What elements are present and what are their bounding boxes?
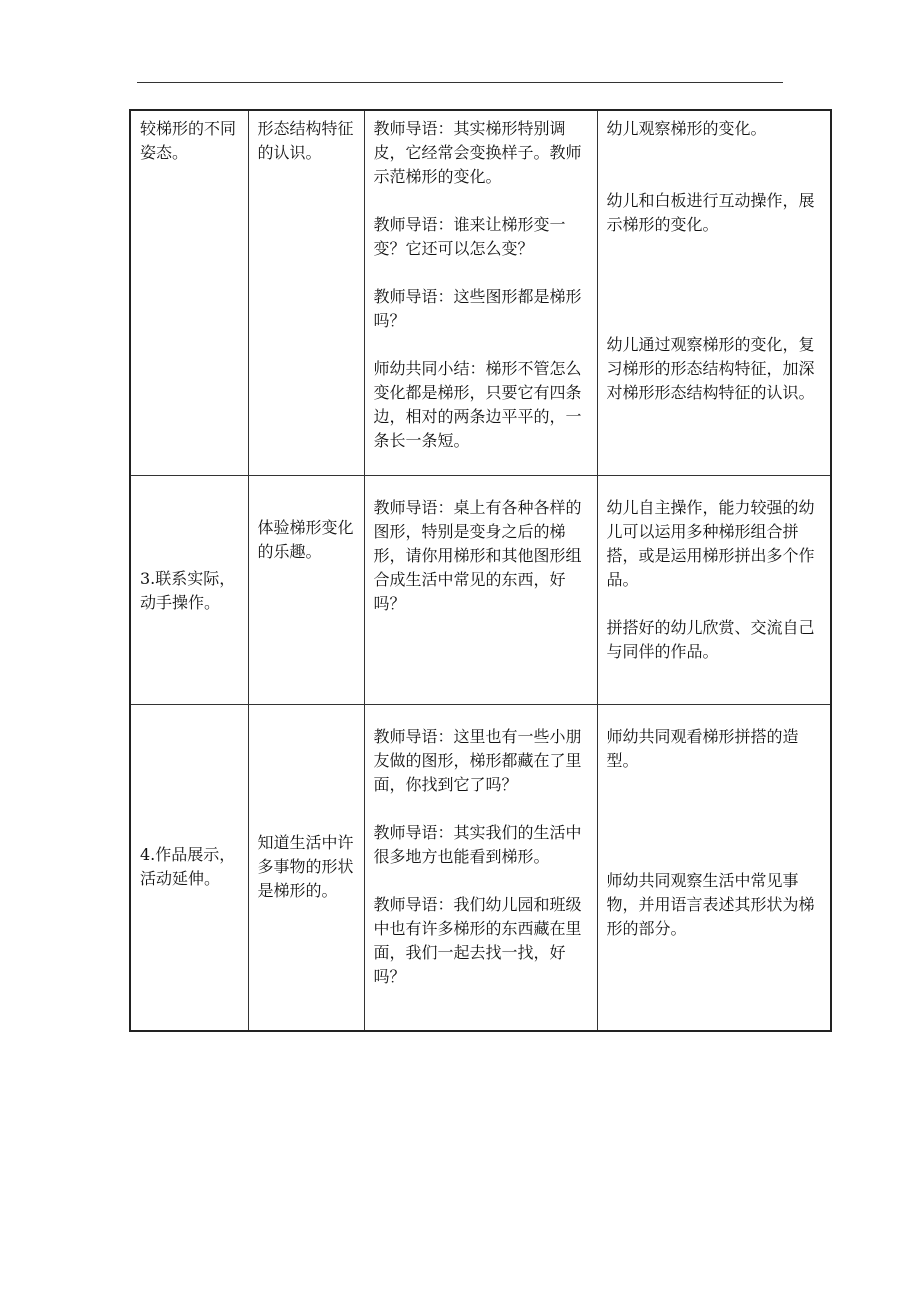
goal-cell <box>248 705 364 1032</box>
child-cell <box>597 110 831 476</box>
header-rule <box>137 82 783 83</box>
step-cell <box>130 110 248 476</box>
teacher-paragraph: 教师导语：这里也有一些小朋友做的图形，梯形都藏在了里面，你找到它了吗？ <box>373 727 582 794</box>
child-paragraph: 幼儿自主操作，能力较强的幼儿可以运用多种梯形组合拼搭，或是运用梯形拼出多个作品。 <box>606 498 815 589</box>
goal-cell <box>248 476 364 705</box>
lesson-plan-table <box>129 109 832 1032</box>
goal-text: 体验梯形变化的乐趣。 <box>257 518 354 561</box>
table-row <box>130 476 831 705</box>
step-text: 较梯形的不同姿态。 <box>140 119 237 162</box>
child-paragraph: 幼儿通过观察梯形的变化，复习梯形的形态结构特征，加深对梯形形态结构特征的认识。 <box>606 335 815 402</box>
goal-text: 知道生活中许多事物的形状是梯形的。 <box>257 832 354 900</box>
goal-cell <box>248 110 364 476</box>
teacher-paragraph: 教师导语：桌上有各种各样的图形，特别是变身之后的梯形，请你用梯形和其他图形组合成生活中常见的东西，好吗？ <box>373 498 582 613</box>
teacher-paragraph: 教师导语：其实我们的生活中很多地方也能看到梯形。 <box>373 823 582 866</box>
teacher-paragraph: 教师导语：谁来让梯形变一变？它还可以怎么变？ <box>373 215 566 258</box>
teacher-paragraph: 教师导语：这些图形都是梯形吗？ <box>373 287 582 330</box>
teacher-cell <box>364 110 597 476</box>
table-row <box>130 705 831 1032</box>
child-paragraph: 幼儿和白板进行互动操作，展示梯形的变化。 <box>606 191 815 234</box>
child-paragraph: 师幼共同观察生活中常见事物，并用语言表述其形状为梯形的部分。 <box>606 871 815 938</box>
child-cell <box>597 476 831 705</box>
table-row <box>130 110 831 476</box>
child-paragraph: 师幼共同观看梯形拼搭的造型。 <box>606 727 799 770</box>
teacher-paragraph: 师幼共同小结：梯形不管怎么变化都是梯形，只要它有四条边，相对的两条边平平的，一条长一条短。 <box>373 359 582 450</box>
goal-text: 形态结构特征的认识。 <box>257 119 354 162</box>
teacher-cell <box>364 705 597 1032</box>
step-text: 3.联系实际，动手操作。 <box>140 569 236 612</box>
child-cell <box>597 705 831 1032</box>
teacher-cell <box>364 476 597 705</box>
step-text: 4.作品展示，活动延伸。 <box>140 844 236 888</box>
step-cell <box>130 705 248 1032</box>
teacher-paragraph: 教师导语：其实梯形特别调皮，它经常会变换样子。教师示范梯形的变化。 <box>373 119 582 186</box>
teacher-paragraph: 教师导语：我们幼儿园和班级中也有许多梯形的东西藏在里面，我们一起去找一找，好吗？ <box>373 895 582 986</box>
step-cell <box>130 476 248 705</box>
child-paragraph: 幼儿观察梯形的变化。 <box>606 119 767 138</box>
child-paragraph: 拼搭好的幼儿欣赏、交流自己与同伴的作品。 <box>606 618 815 661</box>
